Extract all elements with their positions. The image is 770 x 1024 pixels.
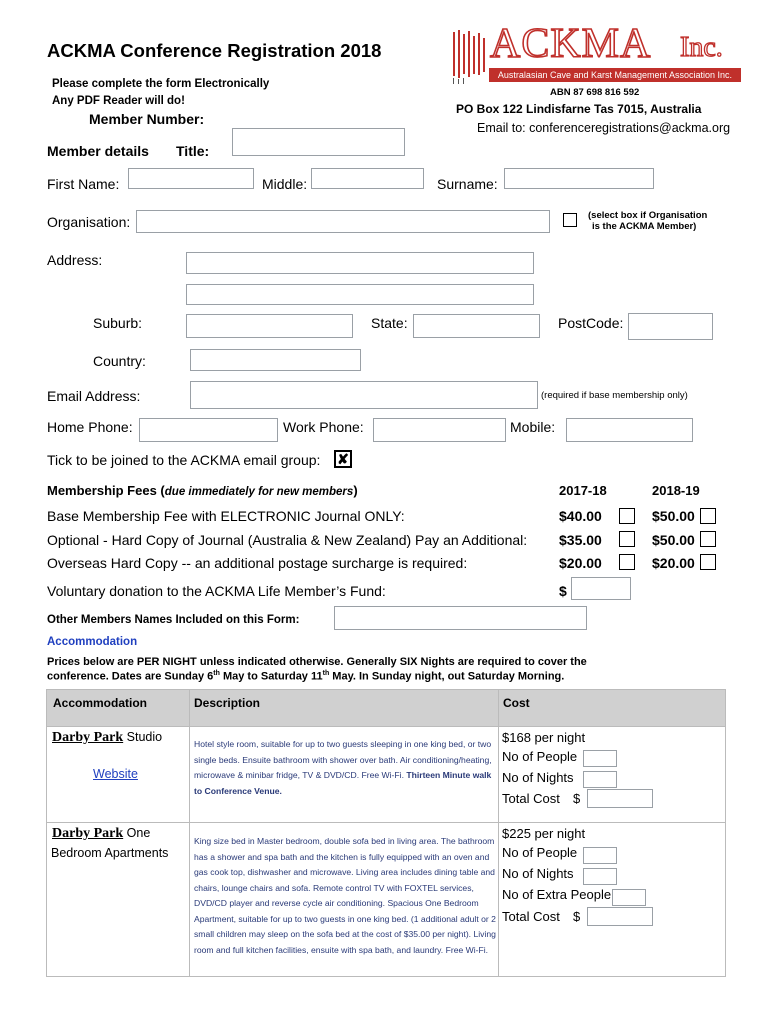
email-label: Email Address: <box>47 388 141 404</box>
prices-line-2: conference. Dates are Sunday 6th May to Saturday 11th May. In Sunday night, out Saturday Morning. <box>47 670 565 683</box>
email-note: (required if base membership only) <box>541 390 688 401</box>
organisation-member-checkbox[interactable] <box>563 213 577 227</box>
postcode-label: PostCode: <box>558 315 624 331</box>
title-input[interactable] <box>232 128 405 156</box>
fee-row-base-label: Base Membership Fee with ELECTRONIC Journal ONLY: <box>47 508 405 524</box>
row1-people-input[interactable] <box>583 750 617 767</box>
row1-total-input[interactable] <box>587 789 653 808</box>
fee-hardcopy-2017-checkbox[interactable] <box>619 531 635 547</box>
prices-line-1: Prices below are PER NIGHT unless indicated otherwise. Generally SIX Nights are required to cover the <box>47 656 587 668</box>
fee-overseas-2017-checkbox[interactable] <box>619 554 635 570</box>
suburb-label: Suburb: <box>93 315 143 331</box>
abn: ABN 87 698 816 592 <box>550 87 640 98</box>
middle-name-input[interactable] <box>311 168 424 189</box>
accommodation-table <box>46 689 726 977</box>
other-members-label: Other Members Names Included on this Form: <box>47 614 300 626</box>
country-label: Country: <box>93 353 146 369</box>
org-note-1: (select box if Organisation <box>588 210 708 221</box>
row1-name: Darby Park Studio <box>52 730 163 745</box>
first-name-label: First Name: <box>47 176 120 192</box>
logo-subtitle: Australasian Cave and Karst Management Association Inc. <box>489 68 741 82</box>
fee-overseas-2018-checkbox[interactable] <box>700 554 716 570</box>
organisation-label: Organisation: <box>47 214 131 230</box>
page-title: ACKMA Conference Registration 2018 <box>47 40 382 61</box>
row1-total-currency: $ <box>573 791 581 806</box>
row1-website-link[interactable]: Website <box>93 767 138 781</box>
donation-input[interactable] <box>571 577 631 600</box>
email-group-checkbox[interactable]: ✘ <box>334 450 352 468</box>
fee-hardcopy-2018-checkbox[interactable] <box>700 531 716 547</box>
member-number-label: Member Number: <box>89 111 205 127</box>
row1-price: $168 per night <box>502 730 586 745</box>
instructions-line-2: Any PDF Reader will do! <box>52 95 185 107</box>
donation-currency: $ <box>559 583 567 599</box>
row2-nights-input[interactable] <box>583 868 617 885</box>
title-label: Title: <box>176 143 210 159</box>
email-group-label: Tick to be joined to the ACKMA email group: <box>47 452 321 468</box>
first-name-input[interactable] <box>128 168 254 189</box>
address-label: Address: <box>47 252 103 268</box>
fee-base-2017-checkbox[interactable] <box>619 508 635 524</box>
row1-people-label: No of People <box>502 749 578 764</box>
row2-extra-input[interactable] <box>612 889 646 906</box>
work-phone-label: Work Phone: <box>283 419 364 435</box>
row2-total-label: Total Cost <box>502 909 560 924</box>
country-input[interactable] <box>190 349 361 371</box>
row2-people-input[interactable] <box>583 847 617 864</box>
home-phone-input[interactable] <box>139 418 278 442</box>
row2-total-currency: $ <box>573 909 581 924</box>
fee-row-base-p2: $50.00 <box>652 508 695 524</box>
row2-description: King size bed in Master bedroom, double sofa bed in living area. The bathroom has a shower and spa bath and the kitchen is fully equipped with an oven and gas cook top, dishwasher and microwave. Living area includes dining table and chairs, lounge chairs and sofa. Remote control TV with FOXTEL services, DVD/CD player and reverse cycle air conditioning. Spacious One Bedroom Apartment, suitable for up to two guests in one king bed. (1 additional adult or 2 small children may sleep on the sofa bed at the cost of $35.00 per night). Living room and full kitchen facilities, ensuite with spa bath, and laundry. Free Wi-Fi. <box>194 836 496 955</box>
row2-nights-label: No of Nights <box>502 866 574 881</box>
po-box: PO Box 122 Lindisfarne Tas 7015, Australia <box>456 102 702 116</box>
home-phone-label: Home Phone: <box>47 419 133 435</box>
fee-row-overseas-p1: $20.00 <box>559 555 602 571</box>
row1-description: Hotel style room, suitable for up to two guests sleeping in one king bed, or two single beds. Ensuite bathroom with shower over bath. Air conditioning/heating, microwave & minibar fridge, TV & DVD/CD. Free Wi-Fi. Thirteen Minute walk to Conference Venue. <box>194 739 492 796</box>
fee-row-base-p1: $40.00 <box>559 508 602 524</box>
suburb-input[interactable] <box>186 314 353 338</box>
postcode-input[interactable] <box>628 313 713 340</box>
email-input[interactable] <box>190 381 538 409</box>
middle-label: Middle: <box>262 176 308 192</box>
address-line-2-input[interactable] <box>186 284 534 305</box>
surname-label: Surname: <box>437 176 498 192</box>
address-line-1-input[interactable] <box>186 252 534 274</box>
fee-row-overseas-label: Overseas Hard Copy -- an additional postage surcharge is required: <box>47 555 468 571</box>
row2-total-input[interactable] <box>587 907 653 926</box>
instructions-line-1: Please complete the form Electronically <box>52 78 270 90</box>
org-note-2: is the ACKMA Member) <box>592 221 697 232</box>
table-header-row <box>47 690 725 726</box>
logo-inc: Inc. <box>680 32 723 63</box>
row2-price: $225 per night <box>502 826 586 841</box>
fee-base-2018-checkbox[interactable] <box>700 508 716 524</box>
th-cost: Cost <box>503 696 530 710</box>
row2-extra-label: No of Extra People <box>502 887 612 902</box>
th-description: Description <box>194 696 261 710</box>
mobile-input[interactable] <box>566 418 693 442</box>
logo-bars-icon <box>452 28 488 86</box>
member-details-label: Member details <box>47 143 149 159</box>
state-label: State: <box>371 315 408 331</box>
fee-row-hardcopy-p1: $35.00 <box>559 532 602 548</box>
fees-heading: Membership Fees (due immediately for new members) <box>47 483 358 498</box>
row2-name-line2: Bedroom Apartments <box>51 846 169 860</box>
row1-total-label: Total Cost <box>502 791 560 806</box>
th-accommodation: Accommodation <box>53 696 148 710</box>
accommodation-heading: Accommodation <box>47 636 138 648</box>
donation-label: Voluntary donation to the ACKMA Life Member’s Fund: <box>47 583 386 599</box>
fees-col-2018: 2018-19 <box>652 483 700 498</box>
fee-row-hardcopy-label: Optional - Hard Copy of Journal (Australia & New Zealand) Pay an Additional: <box>47 532 528 548</box>
fee-row-hardcopy-p2: $50.00 <box>652 532 695 548</box>
row2-people-label: No of People <box>502 845 578 860</box>
fee-row-overseas-p2: $20.00 <box>652 555 695 571</box>
other-members-input[interactable] <box>334 606 587 630</box>
state-input[interactable] <box>413 314 540 338</box>
work-phone-input[interactable] <box>373 418 506 442</box>
organisation-input[interactable] <box>136 210 550 233</box>
row2-name: Darby Park One <box>52 826 151 841</box>
email-to: Email to: conferenceregistrations@ackma.org <box>477 121 731 135</box>
surname-input[interactable] <box>504 168 654 189</box>
fees-col-2017: 2017-18 <box>559 483 607 498</box>
row1-nights-input[interactable] <box>583 771 617 788</box>
logo-wordmark: ACKMA <box>490 21 652 67</box>
mobile-label: Mobile: <box>510 419 556 435</box>
row1-nights-label: No of Nights <box>502 770 574 785</box>
